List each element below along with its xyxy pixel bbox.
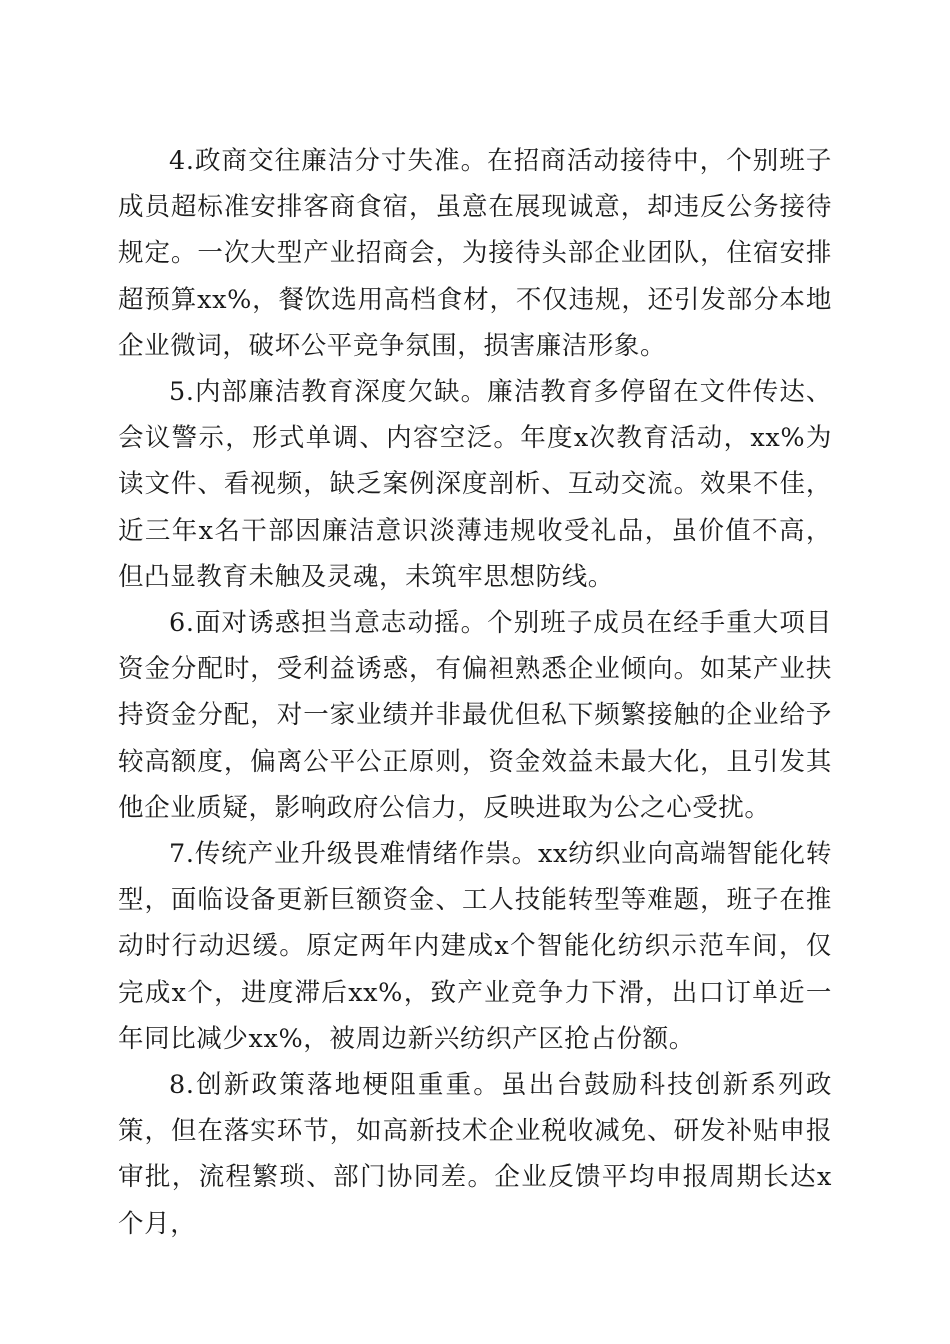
paragraph-8: 8.创新政策落地梗阻重重。虽出台鼓励科技创新系列政策，但在落实环节，如高新技术企业税收减免、研发补贴申报审批，流程繁琐、部门协同差。企业反馈平均申报周期长达x个月， (118, 1070, 832, 1239)
paragraph-5: 5.内部廉洁教育深度欠缺。廉洁教育多停留在文件传达、会议警示，形式单调、内容空泛。年度x次教育活动，xx%为读文件、看视频，缺乏案例深度剖析、互动交流。效果不佳，近三年x名干部因廉洁意识淡薄违规收受礼品，虽价值不高，但凸显教育未触及灵魂，未筑牢思想防线。 (118, 377, 832, 592)
document-body (118, 138, 832, 1247)
paragraph-7: 7.传统产业升级畏难情绪作祟。xx纺织业向高端智能化转型，面临设备更新巨额资金、工人技能转型等难题，班子在推动时行动迟缓。原定两年内建成x个智能化纺织示范车间，仅完成x个，进度滞后xx%，致产业竞争力下滑，出口订单近一年同比减少xx%，被周边新兴纺织产区抢占份额。 (118, 839, 832, 1054)
paragraph-4: 4.政商交往廉洁分寸失准。在招商活动接待中，个别班子成员超标准安排客商食宿，虽意在展现诚意，却违反公务接待规定。一次大型产业招商会，为接待头部企业团队，住宿安排超预算xx%，餐饮选用高档食材，不仅违规，还引发部分本地企业微词，破坏公平竞争氛围，损害廉洁形象。 (118, 146, 832, 361)
paragraph-6: 6.面对诱惑担当意志动摇。个别班子成员在经手重大项目资金分配时，受利益诱惑，有偏袒熟悉企业倾向。如某产业扶持资金分配，对一家业绩并非最优但私下频繁接触的企业给予较高额度，偏离公平公正原则，资金效益未最大化，且引发其他企业质疑，影响政府公信力，反映进取为公之心受扰。 (118, 608, 832, 823)
